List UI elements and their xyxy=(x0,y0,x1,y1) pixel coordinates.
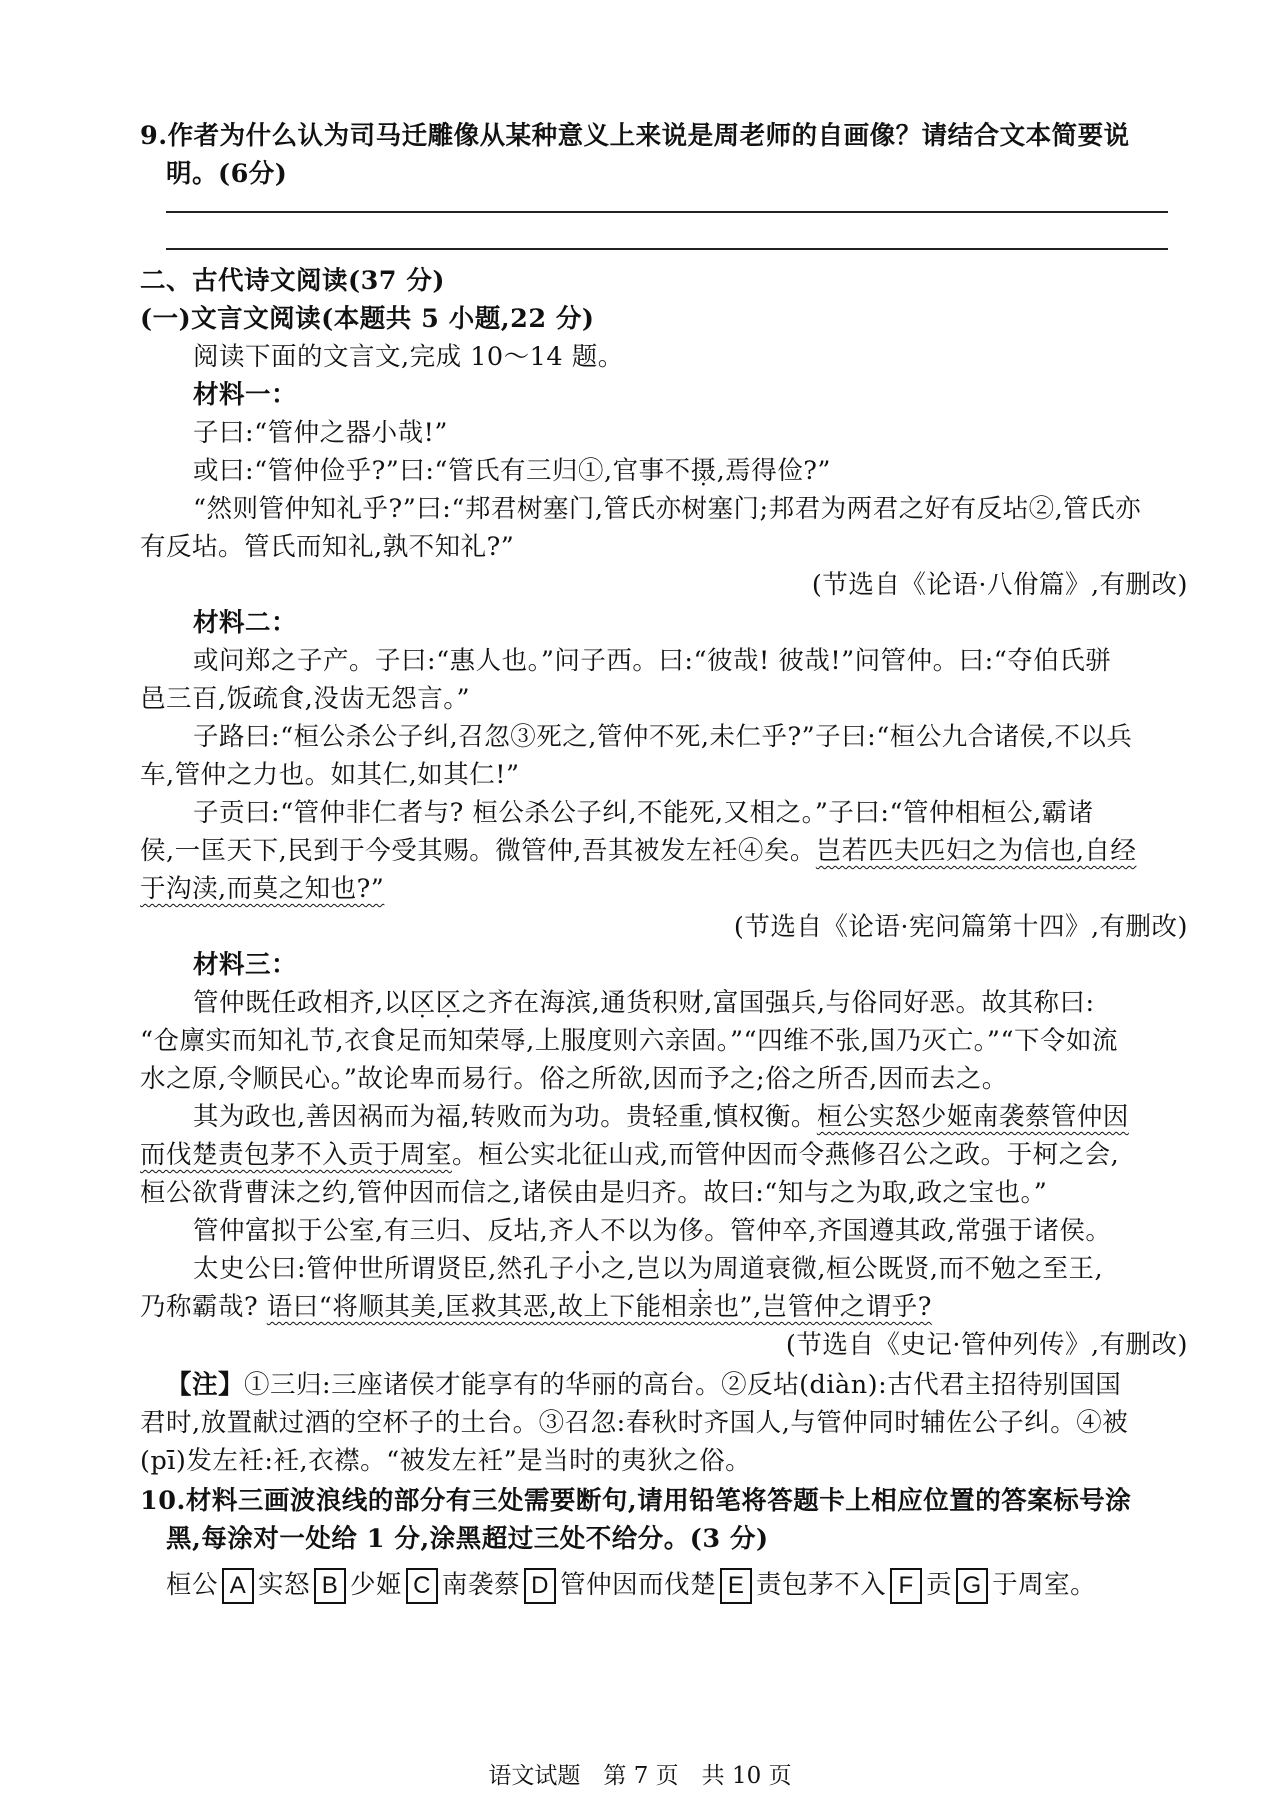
notes-line-3: (pī)发左衽:衽,衣襟。“被发左衽”是当时的夷狄之俗。 xyxy=(140,1446,752,1476)
wavy-underlined-text: 而伐楚责包茅不入贡于周室 xyxy=(140,1140,453,1170)
notes-line-2: 君时,放置献过酒的空杯子的土台。③召忽:春秋时齐国人,与管仲同时辅佐公子纠。④被 xyxy=(140,1408,1129,1438)
wavy-underlined-text: 也”,岂管仲之谓乎? xyxy=(713,1292,932,1322)
material-3-para-2c: 桓公欲背曹沫之约,管仲因而信之,诸侯由是归齐。故曰:“知与之为取,政之宝也。” xyxy=(140,1178,1048,1208)
wavy-underlined-text: 于沟渎,而莫之知也?” xyxy=(140,874,385,904)
question-9-line1: 9.作者为什么认为司马迁雕像从某种意义上来说是周老师的自画像？请结合文本简要说 xyxy=(140,121,1130,151)
material-3-source: (节选自《史记·管仲列传》,有删改) xyxy=(785,1330,1188,1360)
material-1-para-3a: “然则管仲知礼乎?”曰:“邦君树塞门,管氏亦树塞门;邦君为两君之好有反坫②,管氏亦 xyxy=(193,494,1142,524)
material-2-para-2a: 子路曰:“桓公杀公子纠,召忽③死之,管仲不死,未仁乎?”子曰:“桓公九合诸侯,不以兵 xyxy=(193,722,1133,752)
option-box-d[interactable]: D xyxy=(524,1568,556,1604)
material-2-para-2b: 车,管仲之力也。如其仁,如其仁!” xyxy=(140,760,520,790)
question-10-options: 桓公 A 实怒 B 少姬 C 南袭蔡 D 管仲因而伐楚 E 责包茅不入 F 贡 G 于周室。 xyxy=(166,1567,1196,1604)
material-2-para-3b: 侯,一匡天下,民到于今受其赐。微管仲,吾其被发左衽④矣。岂若匹夫匹妇之为信也,自经 xyxy=(140,836,1137,866)
question-10-line1: 10.材料三画波浪线的部分有三处需要断句,请用铅笔将答题卡上相应位置的答案标号涂 xyxy=(140,1486,1132,1516)
material-3-title: 材料三： xyxy=(193,950,298,980)
emphasis-dot-char: 亲 xyxy=(687,1292,714,1322)
question-10-line2: 黑,每涂对一处给 1 分,涂黑超过三处不给分。(3 分) xyxy=(166,1524,769,1554)
wavy-underlined-text: 语曰“将顺其美,匡救其恶,故上下能相 xyxy=(266,1292,688,1322)
emphasis-dot-char: 区 xyxy=(409,988,436,1018)
material-3-para-4b: 乃称霸哉? 语曰“将顺其美,匡救其恶,故上下能相亲也”,岂管仲之谓乎? xyxy=(140,1292,932,1322)
option-box-e[interactable]: E xyxy=(720,1568,752,1604)
answer-line-2[interactable] xyxy=(166,248,1168,250)
emphasis-dot-char: 小 xyxy=(574,1254,601,1284)
reading-instruction: 阅读下面的文言文,完成 10～14 题。 xyxy=(193,342,624,372)
wavy-underlined-text: 桓公实怒少姬南袭蔡管仲因 xyxy=(816,1102,1129,1132)
material-2-para-3a: 子贡曰:“管仲非仁者与? 桓公杀公子纠,不能死,又相之。”子曰:“管仲相桓公,霸诸 xyxy=(193,798,1094,828)
subsection-title: (一)文言文阅读(本题共 5 小题,22 分) xyxy=(140,304,595,334)
page-footer: 语文试题 第 7 页 共 10 页 xyxy=(488,1763,792,1789)
answer-line-1[interactable] xyxy=(166,211,1168,213)
material-3-para-2a: 其为政也,善因祸而为福,转败而为功。贵轻重,慎权衡。桓公实怒少姬南袭蔡管仲因 xyxy=(193,1102,1129,1132)
emphasis-dot-char: 区 xyxy=(435,988,462,1018)
material-1-source: (节选自《论语·八佾篇》,有删改) xyxy=(811,570,1188,600)
material-3-para-1a: 管仲既任政相齐,以区区之齐在海滨,通货积财,富国强兵,与俗同好恶。故其称曰: xyxy=(193,988,1095,1018)
material-2-para-3c xyxy=(140,871,1190,907)
option-box-g[interactable]: G xyxy=(956,1568,988,1604)
material-2-para-1a: 或问郑之子产。子曰:“惠人也。”问子西。曰:“彼哉! 彼哉!”问管仲。曰:“夺伯氏骈 xyxy=(193,646,1112,676)
material-3-para-1b: “仓廪实而知礼节,衣食足而知荣辱,上服度则六亲固。”“四维不张,国乃灭亡。”“下令如流 xyxy=(140,1026,1119,1056)
material-3-para-4a: 太史公曰:管仲世所谓贤臣,然孔子小之,岂以为周道衰微,桓公既贤,而不勉之至王, xyxy=(193,1254,1104,1284)
material-3-para-1c: 水之原,令顺民心。”故论卑而易行。俗之所欲,因而予之;俗之所否,因而去之。 xyxy=(140,1064,1008,1094)
option-box-b[interactable]: B xyxy=(314,1568,346,1604)
material-3-para-2b: 而伐楚责包茅不入贡于周室。桓公实北征山戎,而管仲因而令燕修召公之政。于柯之会, xyxy=(140,1140,1120,1170)
wavy-underlined-text: 岂若匹夫匹妇之为信也,自经 xyxy=(815,836,1137,866)
question-9-line2: 明。(6分) xyxy=(166,159,288,189)
notes-line-1: 【注】①三归:三座诸侯才能享有的华丽的高台。②反坫(diàn):古代君主招待别国国 xyxy=(166,1370,1122,1400)
material-1-title: 材料一： xyxy=(193,380,298,410)
option-box-a[interactable]: A xyxy=(222,1568,254,1604)
material-1-para-1: 子曰:“管仲之器小哉!” xyxy=(193,418,448,448)
material-1-para-3b: 有反坫。管氏而知礼,孰不知礼?” xyxy=(140,532,515,562)
emphasis-dot-char: 摄 xyxy=(690,456,717,486)
material-2-title: 材料二： xyxy=(193,608,298,638)
material-1-para-2: 或曰:“管仲俭乎?”曰:“管氏有三归①,官事不摄,焉得俭?” xyxy=(193,456,831,486)
material-2-source: (节选自《论语·宪问篇第十四》,有删改) xyxy=(733,912,1188,942)
material-3-para-3: 管仲富拟于公室,有三归、反坫,齐人不以为侈。管仲卒,齐国遵其政,常强于诸侯。 xyxy=(193,1216,1112,1246)
option-box-c[interactable]: C xyxy=(406,1568,438,1604)
material-2-para-1b: 邑三百,饭疏食,没齿无怨言。” xyxy=(140,684,470,714)
section-title: 二、古代诗文阅读(37 分) xyxy=(140,266,445,296)
option-box-f[interactable]: F xyxy=(890,1568,922,1604)
